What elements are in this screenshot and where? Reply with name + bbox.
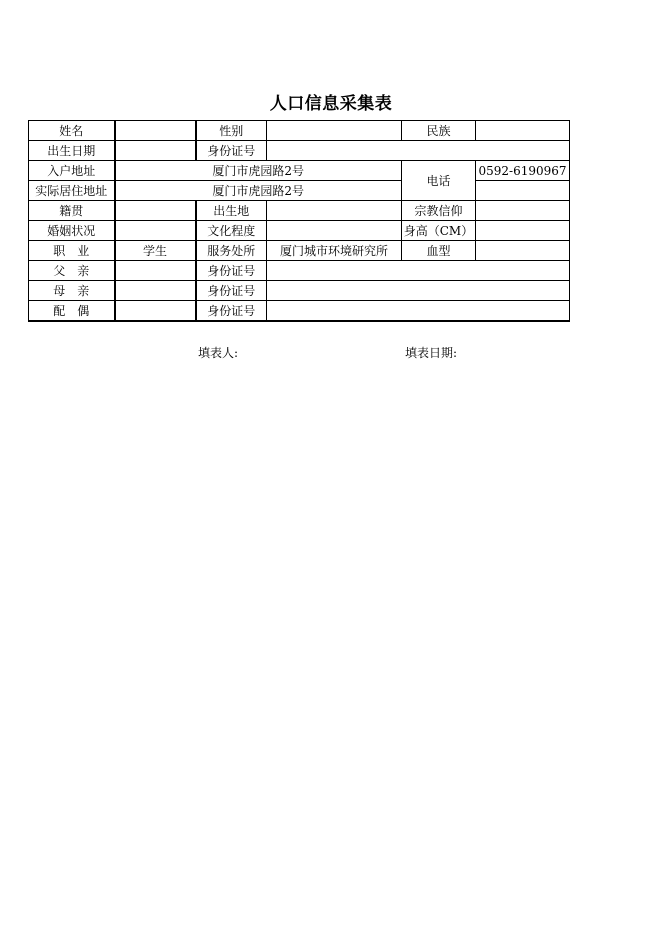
birthplace-label: 出生地: [196, 201, 267, 221]
blood-type-label: 血型: [402, 241, 476, 261]
father-id-field[interactable]: [267, 261, 570, 281]
id-number-field[interactable]: [267, 141, 570, 161]
height-label: 身高（CM）: [402, 221, 476, 241]
marital-status-field[interactable]: [115, 221, 196, 241]
birthplace-field[interactable]: [267, 201, 402, 221]
father-label: 父 亲: [29, 261, 115, 281]
blood-type-field[interactable]: [476, 241, 570, 261]
spouse-id-field[interactable]: [267, 301, 570, 322]
phone-label: 电话: [402, 161, 476, 201]
native-place-field[interactable]: [115, 201, 196, 221]
spouse-name-field[interactable]: [115, 301, 196, 322]
religion-field[interactable]: [476, 201, 570, 221]
father-id-label: 身份证号: [196, 261, 267, 281]
actual-address-field[interactable]: 厦门市虎园路2号: [115, 181, 402, 201]
household-address-field[interactable]: 厦门市虎园路2号: [115, 161, 402, 181]
ethnicity-label: 民族: [402, 121, 476, 141]
father-name-field[interactable]: [115, 261, 196, 281]
height-field[interactable]: [476, 221, 570, 241]
mother-label: 母 亲: [29, 281, 115, 301]
id-number-label: 身份证号: [196, 141, 267, 161]
actual-address-label: 实际居住地址: [29, 181, 115, 201]
gender-field[interactable]: [267, 121, 402, 141]
occupation-label: 职 业: [29, 241, 115, 261]
native-place-label: 籍贯: [29, 201, 115, 221]
phone-field[interactable]: 0592-6190967: [476, 161, 570, 181]
population-info-form: [28, 120, 570, 322]
religion-label: 宗教信仰: [402, 201, 476, 221]
spouse-id-label: 身份证号: [196, 301, 267, 322]
mother-id-label: 身份证号: [196, 281, 267, 301]
name-field[interactable]: [115, 121, 196, 141]
ethnicity-field[interactable]: [476, 121, 570, 141]
birth-date-field[interactable]: [115, 141, 196, 161]
household-address-label: 入户地址: [29, 161, 115, 181]
birth-date-label: 出生日期: [29, 141, 115, 161]
spouse-label: 配 偶: [29, 301, 115, 322]
filler-label: 填表人:: [198, 346, 239, 360]
mother-id-field[interactable]: [267, 281, 570, 301]
workplace-field[interactable]: 厦门城市环境研究所: [267, 241, 402, 261]
gender-label: 性别: [196, 121, 267, 141]
marital-status-label: 婚姻状况: [29, 221, 115, 241]
fill-date-label: 填表日期:: [405, 346, 458, 360]
workplace-label: 服务处所: [196, 241, 267, 261]
education-field[interactable]: [267, 221, 402, 241]
name-label: 姓名: [29, 121, 115, 141]
occupation-field[interactable]: 学生: [115, 241, 196, 261]
mother-name-field[interactable]: [115, 281, 196, 301]
form-title: 人口信息采集表: [269, 94, 393, 114]
phone-extra-field[interactable]: [476, 181, 570, 201]
education-label: 文化程度: [196, 221, 267, 241]
